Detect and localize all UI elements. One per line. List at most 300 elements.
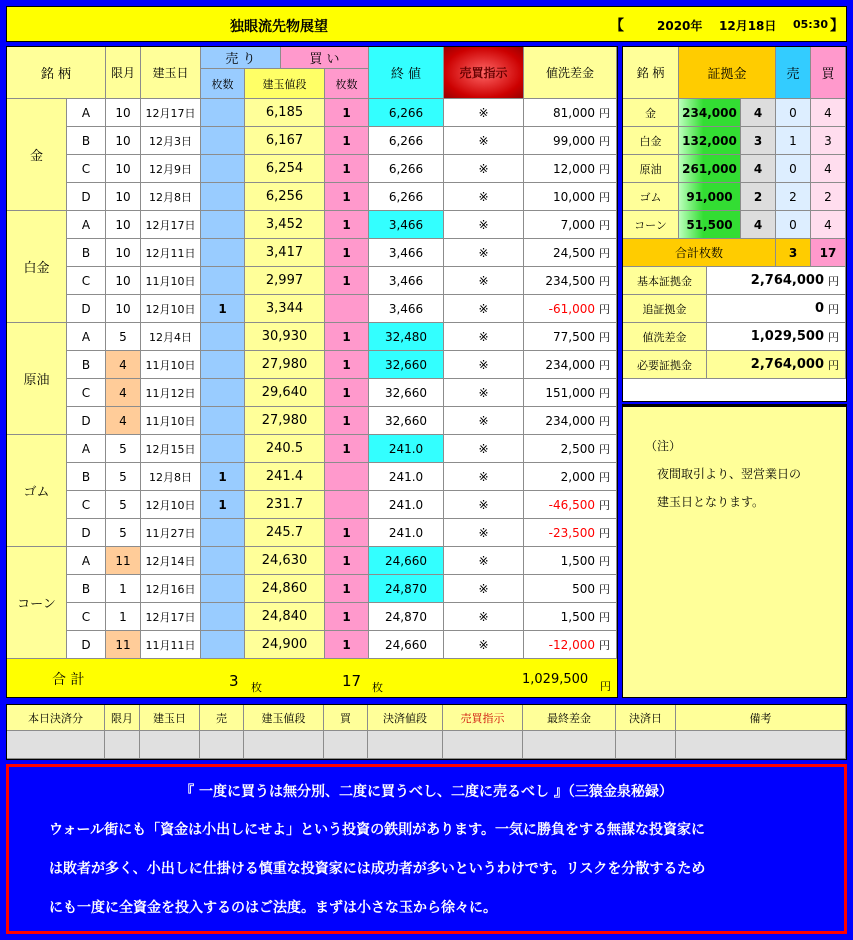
row-buy: 1 xyxy=(325,127,369,155)
row-date: 12月16日 xyxy=(141,575,201,603)
row-buy: 1 xyxy=(325,351,369,379)
row-close: 241.0 xyxy=(369,463,444,491)
settlement-cell xyxy=(616,731,676,759)
yen-unit: 円 xyxy=(599,554,610,568)
row-diff xyxy=(524,435,617,463)
settlement-header: 本日決済分 xyxy=(7,705,105,731)
margin-summary-value xyxy=(707,351,846,379)
row-sell: 1 xyxy=(201,491,245,519)
row-close: 24,660 xyxy=(369,631,444,659)
yen-unit: 円 xyxy=(599,358,610,372)
yen-unit: 円 xyxy=(599,190,610,204)
header-meigara: 銘 柄 xyxy=(7,47,106,99)
yen-unit: 円 xyxy=(599,414,610,428)
row-signal: ※ xyxy=(444,155,524,183)
margin-summary-amount: 2,764,000 xyxy=(750,273,824,288)
row-diff xyxy=(524,491,617,519)
row-sell xyxy=(201,155,245,183)
margin-row-buy: 2 xyxy=(811,183,846,211)
header-bar xyxy=(6,6,847,42)
quote-title: 『 一度に買うは無分別、二度に買うべし、二度に売るべし 』（三猿金泉秘録） xyxy=(180,784,673,800)
total-sell-count: 3 xyxy=(229,672,239,690)
margin-row-sell: 0 xyxy=(776,155,811,183)
row-sub: B xyxy=(67,575,106,603)
yen-unit: 円 xyxy=(599,610,610,624)
row-date: 11月10日 xyxy=(141,267,201,295)
header-baibai-shiji: 売買指示 xyxy=(444,47,524,99)
row-signal: ※ xyxy=(444,239,524,267)
margin-summary-label: 値洗差金 xyxy=(623,323,707,351)
row-signal: ※ xyxy=(444,435,524,463)
row-date: 12月3日 xyxy=(141,127,201,155)
row-signal: ※ xyxy=(444,631,524,659)
row-month: 5 xyxy=(106,463,141,491)
total-row xyxy=(7,659,617,697)
row-buy: 1 xyxy=(325,323,369,351)
margin-row-amount: 132,000 xyxy=(679,127,741,155)
margin-row-buy: 4 xyxy=(811,99,846,127)
row-price: 6,185 xyxy=(245,99,325,127)
yen-unit: 円 xyxy=(599,246,610,260)
row-month: 10 xyxy=(106,183,141,211)
row-diff-value: 99,000 xyxy=(553,133,595,148)
row-month: 4 xyxy=(106,407,141,435)
row-date: 12月14日 xyxy=(141,547,201,575)
row-buy: 1 xyxy=(325,183,369,211)
row-signal: ※ xyxy=(444,351,524,379)
row-close: 32,660 xyxy=(369,379,444,407)
row-diff xyxy=(524,379,617,407)
header-date: 12月18日 xyxy=(719,19,777,33)
margin-header-kai: 買 xyxy=(811,47,846,99)
header-gengetsu: 限月 xyxy=(106,47,141,99)
yen-unit: 円 xyxy=(599,274,610,288)
settlement-header: 限月 xyxy=(105,705,140,731)
row-sell xyxy=(201,575,245,603)
margin-summary-value xyxy=(707,295,846,323)
group-name: 金 xyxy=(7,99,67,211)
margin-row-name: ゴム xyxy=(623,183,679,211)
row-diff-value: -12,000 xyxy=(548,637,595,652)
row-buy xyxy=(325,463,369,491)
row-sub: A xyxy=(67,99,106,127)
row-diff-value: 81,000 xyxy=(553,105,595,120)
row-diff-value: 234,500 xyxy=(545,273,595,288)
row-diff-value: 2,000 xyxy=(560,469,595,484)
row-sub: C xyxy=(67,379,106,407)
row-price: 24,630 xyxy=(245,547,325,575)
memo-line-2: 建玉日となります。 xyxy=(657,495,765,509)
row-sell xyxy=(201,351,245,379)
row-signal: ※ xyxy=(444,463,524,491)
row-close: 241.0 xyxy=(369,519,444,547)
yen-unit: 円 xyxy=(599,470,610,484)
row-price: 29,640 xyxy=(245,379,325,407)
row-signal: ※ xyxy=(444,547,524,575)
row-sell xyxy=(201,183,245,211)
row-signal: ※ xyxy=(444,127,524,155)
row-sub: A xyxy=(67,547,106,575)
row-diff xyxy=(524,603,617,631)
memo-line-1: 夜間取引より、翌営業日の xyxy=(657,467,802,481)
row-diff xyxy=(524,351,617,379)
row-month: 10 xyxy=(106,295,141,323)
row-date: 12月10日 xyxy=(141,491,201,519)
row-sell xyxy=(201,267,245,295)
margin-total-label: 合計枚数 xyxy=(623,239,776,267)
row-sub: C xyxy=(67,603,106,631)
row-month: 1 xyxy=(106,603,141,631)
row-signal: ※ xyxy=(444,183,524,211)
margin-row-sell: 0 xyxy=(776,211,811,239)
margin-row-mult: 2 xyxy=(741,183,776,211)
row-sub: A xyxy=(67,211,106,239)
total-diff: 1,029,500 xyxy=(522,672,589,687)
margin-row-name: 金 xyxy=(623,99,679,127)
margin-total-buy: 17 xyxy=(811,239,846,267)
row-date: 11月27日 xyxy=(141,519,201,547)
settlement-header: 決済値段 xyxy=(368,705,443,731)
settlement-cell xyxy=(523,731,616,759)
row-diff xyxy=(524,631,617,659)
row-diff-value: 500 xyxy=(572,581,595,596)
group-name: 原油 xyxy=(7,323,67,435)
settlement-header: 最終差金 xyxy=(523,705,616,731)
yen-unit: 円 xyxy=(599,442,610,456)
row-date: 12月8日 xyxy=(141,183,201,211)
row-close: 32,660 xyxy=(369,407,444,435)
yen-unit: 円 xyxy=(599,498,610,512)
row-sub: D xyxy=(67,631,106,659)
row-signal: ※ xyxy=(444,603,524,631)
row-sell xyxy=(201,631,245,659)
row-sell xyxy=(201,239,245,267)
row-buy: 1 xyxy=(325,435,369,463)
margin-row-name: 白金 xyxy=(623,127,679,155)
settlement-header: 建玉値段 xyxy=(244,705,324,731)
row-diff xyxy=(524,323,617,351)
header-time: 05:30 xyxy=(793,18,829,31)
row-price: 6,256 xyxy=(245,183,325,211)
row-diff xyxy=(524,295,617,323)
row-diff-value: 7,000 xyxy=(560,217,595,232)
row-diff-value: 12,000 xyxy=(553,161,595,176)
margin-row-amount: 234,000 xyxy=(679,99,741,127)
header-uri: 売 り xyxy=(201,47,281,69)
row-sub: C xyxy=(67,491,106,519)
margin-row-amount: 261,000 xyxy=(679,155,741,183)
row-month: 10 xyxy=(106,239,141,267)
settlement-table xyxy=(6,704,847,760)
settlement-header: 決済日 xyxy=(616,705,676,731)
row-diff-value: 234,000 xyxy=(545,413,595,428)
header-nearai-sakin: 値洗差金 xyxy=(524,47,617,99)
row-diff-value: 77,500 xyxy=(553,329,595,344)
row-month: 4 xyxy=(106,351,141,379)
total-buy-count: 17 xyxy=(342,672,362,690)
row-close: 241.0 xyxy=(369,491,444,519)
row-diff-value: 2,500 xyxy=(560,441,595,456)
row-price: 27,980 xyxy=(245,407,325,435)
memo-panel xyxy=(622,385,847,698)
row-signal: ※ xyxy=(444,323,524,351)
memo-link[interactable]: MEMO xyxy=(716,385,751,398)
yen-unit: 円 xyxy=(599,162,610,176)
row-date: 11月10日 xyxy=(141,407,201,435)
group-name: コーン xyxy=(7,547,67,659)
settlement-cell xyxy=(7,731,105,759)
total-buy-unit: 枚 xyxy=(372,681,383,694)
row-sub: C xyxy=(67,155,106,183)
margin-row-buy: 3 xyxy=(811,127,846,155)
row-date: 12月9日 xyxy=(141,155,201,183)
row-price: 6,167 xyxy=(245,127,325,155)
margin-row-name: 原油 xyxy=(623,155,679,183)
margin-row-sell: 2 xyxy=(776,183,811,211)
row-close: 6,266 xyxy=(369,99,444,127)
row-price: 6,254 xyxy=(245,155,325,183)
row-buy: 1 xyxy=(325,631,369,659)
row-sell xyxy=(201,379,245,407)
group-name: 白金 xyxy=(7,211,67,323)
row-buy: 1 xyxy=(325,239,369,267)
yen-unit: 円 xyxy=(828,302,839,316)
quote-line-1: ウォール街にも「資金は小出しにせよ」という投資の鉄則があります。一気に勝負をする無謀な投資家に xyxy=(49,822,706,838)
row-close: 32,660 xyxy=(369,351,444,379)
header-maisu-buy: 枚数 xyxy=(325,69,369,99)
yen-unit: 円 xyxy=(599,330,610,344)
row-month: 10 xyxy=(106,99,141,127)
row-diff-value: -61,000 xyxy=(548,301,595,316)
row-price: 3,417 xyxy=(245,239,325,267)
row-diff xyxy=(524,519,617,547)
row-buy: 1 xyxy=(325,575,369,603)
row-diff xyxy=(524,183,617,211)
margin-row-mult: 4 xyxy=(741,211,776,239)
row-price: 24,900 xyxy=(245,631,325,659)
group-name: ゴム xyxy=(7,435,67,547)
settlement-header: 建玉日 xyxy=(140,705,200,731)
row-date: 11月12日 xyxy=(141,379,201,407)
row-diff xyxy=(524,155,617,183)
settlement-cell xyxy=(200,731,244,759)
header-kai: 買 い xyxy=(281,47,369,69)
yen-unit: 円 xyxy=(599,582,610,596)
row-signal: ※ xyxy=(444,211,524,239)
header-owarine: 終 値 xyxy=(369,47,444,99)
row-date: 12月11日 xyxy=(141,239,201,267)
settlement-cell xyxy=(244,731,324,759)
settlement-header: 備考 xyxy=(676,705,846,731)
row-diff xyxy=(524,575,617,603)
row-signal: ※ xyxy=(444,575,524,603)
row-price: 24,840 xyxy=(245,603,325,631)
row-buy xyxy=(325,491,369,519)
row-buy xyxy=(325,295,369,323)
row-sub: A xyxy=(67,323,106,351)
row-buy: 1 xyxy=(325,519,369,547)
row-sub: D xyxy=(67,407,106,435)
row-close: 6,266 xyxy=(369,155,444,183)
row-buy: 1 xyxy=(325,547,369,575)
row-month: 5 xyxy=(106,435,141,463)
margin-row-amount: 91,000 xyxy=(679,183,741,211)
row-sell xyxy=(201,519,245,547)
row-price: 241.4 xyxy=(245,463,325,491)
row-date: 12月8日 xyxy=(141,463,201,491)
row-date: 12月17日 xyxy=(141,99,201,127)
row-diff-value: 24,500 xyxy=(553,245,595,260)
margin-summary-amount: 0 xyxy=(814,301,824,316)
margin-row-mult: 4 xyxy=(741,155,776,183)
row-diff xyxy=(524,127,617,155)
yen-unit: 円 xyxy=(599,218,610,232)
margin-row-mult: 3 xyxy=(741,127,776,155)
margin-total-sell: 3 xyxy=(776,239,811,267)
row-month: 11 xyxy=(106,631,141,659)
margin-header-uri: 売 xyxy=(776,47,811,99)
settlement-header: 売買指示 xyxy=(443,705,523,731)
row-buy: 1 xyxy=(325,379,369,407)
margin-table xyxy=(622,46,847,402)
settlement-cell xyxy=(324,731,368,759)
quote-line-2: は敗者が多く、小出しに仕掛ける慎重な投資家には成功者が多いというわけです。リスクを分散するため xyxy=(49,861,706,877)
row-signal: ※ xyxy=(444,99,524,127)
row-diff-value: -46,500 xyxy=(548,497,595,512)
row-price: 3,344 xyxy=(245,295,325,323)
row-buy: 1 xyxy=(325,407,369,435)
row-signal: ※ xyxy=(444,519,524,547)
header-tategyokubi: 建玉日 xyxy=(141,47,201,99)
row-diff-value: -23,500 xyxy=(548,525,595,540)
row-date: 12月4日 xyxy=(141,323,201,351)
row-diff xyxy=(524,99,617,127)
settlement-cell xyxy=(105,731,140,759)
row-month: 10 xyxy=(106,211,141,239)
row-sub: D xyxy=(67,519,106,547)
row-price: 24,860 xyxy=(245,575,325,603)
row-buy: 1 xyxy=(325,99,369,127)
row-close: 24,870 xyxy=(369,575,444,603)
row-price: 231.7 xyxy=(245,491,325,519)
margin-row-amount: 51,500 xyxy=(679,211,741,239)
row-sell xyxy=(201,211,245,239)
row-sell xyxy=(201,603,245,631)
row-diff-value: 234,000 xyxy=(545,357,595,372)
yen-unit: 円 xyxy=(828,330,839,344)
row-sub: B xyxy=(67,463,106,491)
row-close: 241.0 xyxy=(369,435,444,463)
row-close: 24,870 xyxy=(369,603,444,631)
margin-row-buy: 4 xyxy=(811,155,846,183)
margin-header-meigara: 銘 柄 xyxy=(623,47,679,99)
row-month: 10 xyxy=(106,267,141,295)
row-price: 240.5 xyxy=(245,435,325,463)
row-close: 3,466 xyxy=(369,239,444,267)
header-maisu-sell: 枚数 xyxy=(201,69,245,99)
row-diff-value: 1,500 xyxy=(560,553,595,568)
row-diff-value: 10,000 xyxy=(553,189,595,204)
row-close: 3,466 xyxy=(369,267,444,295)
row-month: 5 xyxy=(106,323,141,351)
memo-note-label: （注） xyxy=(645,439,682,453)
yen-unit: 円 xyxy=(828,358,839,372)
bracket-open: 【 xyxy=(610,18,624,34)
row-close: 3,466 xyxy=(369,295,444,323)
row-date: 12月15日 xyxy=(141,435,201,463)
row-month: 5 xyxy=(106,491,141,519)
row-sub: D xyxy=(67,183,106,211)
row-sub: B xyxy=(67,239,106,267)
margin-summary-value xyxy=(707,323,846,351)
settlement-header: 売 xyxy=(200,705,244,731)
row-signal: ※ xyxy=(444,295,524,323)
row-month: 10 xyxy=(106,155,141,183)
row-sub: D xyxy=(67,295,106,323)
margin-row-sell: 1 xyxy=(776,127,811,155)
row-month: 5 xyxy=(106,519,141,547)
row-price: 245.7 xyxy=(245,519,325,547)
positions-table xyxy=(6,46,618,698)
row-diff xyxy=(524,239,617,267)
row-close: 32,480 xyxy=(369,323,444,351)
row-sub: B xyxy=(67,127,106,155)
margin-summary-amount: 2,764,000 xyxy=(750,357,824,372)
row-sell xyxy=(201,435,245,463)
row-signal: ※ xyxy=(444,407,524,435)
margin-header-shokokin: 証拠金 xyxy=(679,47,776,99)
row-buy: 1 xyxy=(325,211,369,239)
row-sub: A xyxy=(67,435,106,463)
yen-unit: 円 xyxy=(599,386,610,400)
margin-row-mult: 4 xyxy=(741,99,776,127)
row-diff-value: 151,000 xyxy=(545,385,595,400)
row-diff-value: 1,500 xyxy=(560,609,595,624)
row-date: 11月11日 xyxy=(141,631,201,659)
row-signal: ※ xyxy=(444,491,524,519)
row-sell xyxy=(201,99,245,127)
margin-row-name: コーン xyxy=(623,211,679,239)
margin-summary-label: 必要証拠金 xyxy=(623,351,707,379)
settlement-cell xyxy=(368,731,443,759)
row-date: 12月10日 xyxy=(141,295,201,323)
row-diff xyxy=(524,407,617,435)
margin-row-sell: 0 xyxy=(776,99,811,127)
row-price: 27,980 xyxy=(245,351,325,379)
row-diff xyxy=(524,211,617,239)
quote-box xyxy=(6,764,847,934)
margin-summary-amount: 1,029,500 xyxy=(750,329,824,344)
row-diff xyxy=(524,547,617,575)
yen-unit: 円 xyxy=(828,274,839,288)
row-buy: 1 xyxy=(325,603,369,631)
total-sell-unit: 枚 xyxy=(251,681,262,694)
row-close: 6,266 xyxy=(369,183,444,211)
row-sub: C xyxy=(67,267,106,295)
header-year: 2020年 xyxy=(657,19,703,33)
total-label: 合 計 xyxy=(52,672,85,688)
row-buy: 1 xyxy=(325,155,369,183)
row-diff xyxy=(524,267,617,295)
row-sell: 1 xyxy=(201,463,245,491)
settlement-header: 買 xyxy=(324,705,368,731)
row-sell: 1 xyxy=(201,295,245,323)
total-yen: 円 xyxy=(600,680,611,693)
row-signal: ※ xyxy=(444,267,524,295)
row-sell xyxy=(201,407,245,435)
row-diff xyxy=(524,463,617,491)
row-month: 1 xyxy=(106,575,141,603)
